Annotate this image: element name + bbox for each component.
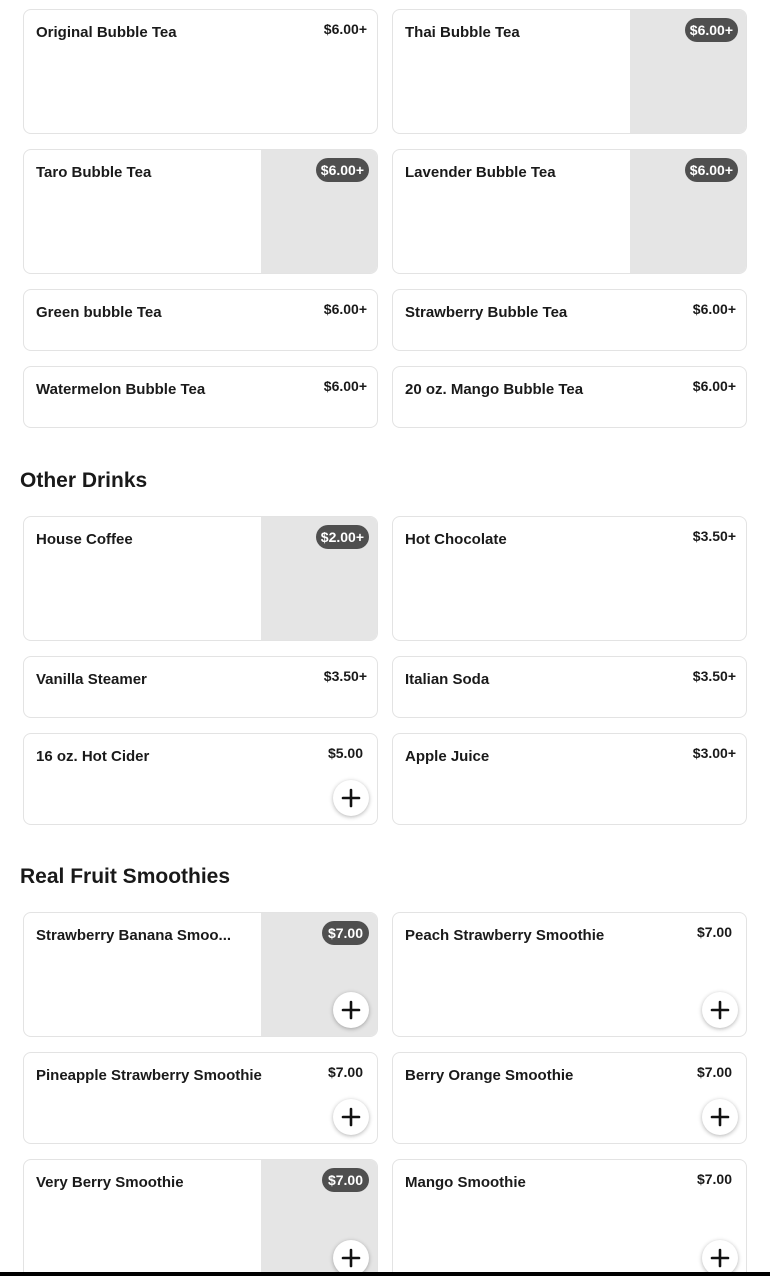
item-price: $3.00+ — [692, 745, 736, 761]
item-price: $7.00 — [322, 1168, 369, 1192]
add-to-cart-button[interactable] — [333, 1240, 369, 1276]
item-price: $2.00+ — [316, 525, 369, 549]
menu-item-card[interactable] — [392, 149, 747, 274]
item-price: $3.50+ — [323, 668, 367, 684]
item-name: 20 oz. Mango Bubble Tea — [405, 381, 584, 398]
menu-item-card[interactable] — [23, 289, 378, 351]
add-to-cart-button[interactable] — [333, 992, 369, 1028]
item-name: Strawberry Banana Smoo... — [36, 927, 232, 944]
menu-item-card[interactable] — [23, 516, 378, 641]
menu-item-card[interactable] — [392, 656, 747, 718]
menu-item-card[interactable] — [23, 149, 378, 274]
menu-item-card[interactable] — [392, 1052, 747, 1144]
item-price: $6.00+ — [685, 158, 738, 182]
menu-item-card[interactable] — [23, 9, 378, 134]
item-name: Thai Bubble Tea — [405, 24, 520, 41]
item-name: Apple Juice — [405, 748, 490, 765]
menu-item-card[interactable] — [23, 912, 378, 1037]
item-price: $7.00 — [327, 1064, 363, 1080]
item-price: $6.00+ — [323, 301, 367, 317]
item-price: $3.50+ — [692, 528, 736, 544]
item-price: $7.00 — [696, 1171, 732, 1187]
menu-item-card[interactable] — [23, 1159, 378, 1276]
item-name: Taro Bubble Tea — [36, 164, 152, 181]
item-name: House Coffee — [36, 531, 133, 548]
item-name: Peach Strawberry Smoothie — [405, 927, 605, 944]
menu-item-card[interactable] — [392, 1159, 747, 1276]
bottom-edge-bar — [0, 1272, 770, 1276]
menu-item-card[interactable] — [392, 9, 747, 134]
add-to-cart-button[interactable] — [702, 1240, 738, 1276]
item-price: $6.00+ — [323, 378, 367, 394]
add-to-cart-button[interactable] — [702, 1099, 738, 1135]
item-price: $6.00+ — [323, 21, 367, 37]
menu-item-card[interactable] — [23, 1052, 378, 1144]
item-name: Green bubble Tea — [36, 304, 162, 321]
add-to-cart-button[interactable] — [702, 992, 738, 1028]
item-price: $6.00+ — [685, 18, 738, 42]
item-price: $6.00+ — [316, 158, 369, 182]
menu-item-card[interactable] — [392, 516, 747, 641]
item-name: Italian Soda — [405, 671, 490, 688]
item-price: $3.50+ — [692, 668, 736, 684]
item-name: Hot Chocolate — [405, 531, 507, 548]
menu-item-card[interactable] — [392, 289, 747, 351]
menu-item-card[interactable] — [23, 366, 378, 428]
menu-item-card[interactable] — [392, 912, 747, 1037]
add-to-cart-button[interactable] — [333, 780, 369, 816]
item-name: 16 oz. Hot Cider — [36, 748, 150, 765]
section-title-other-drinks: Other Drinks — [20, 469, 148, 492]
item-name: Vanilla Steamer — [36, 671, 147, 688]
menu-item-card[interactable] — [392, 733, 747, 825]
plus-icon — [341, 1000, 361, 1020]
item-price: $5.00 — [327, 745, 363, 761]
plus-icon — [341, 1107, 361, 1127]
plus-icon — [341, 1248, 361, 1268]
item-name: Watermelon Bubble Tea — [36, 381, 206, 398]
item-price: $7.00 — [696, 1064, 732, 1080]
item-name: Mango Smoothie — [405, 1174, 526, 1191]
section-title-smoothies: Real Fruit Smoothies — [20, 865, 231, 888]
plus-icon — [710, 1248, 730, 1268]
menu-item-card[interactable] — [392, 366, 747, 428]
plus-icon — [341, 788, 361, 808]
item-name: Lavender Bubble Tea — [405, 164, 556, 181]
plus-icon — [710, 1107, 730, 1127]
item-name: Original Bubble Tea — [36, 24, 177, 41]
item-price: $6.00+ — [692, 301, 736, 317]
plus-icon — [710, 1000, 730, 1020]
item-name: Berry Orange Smoothie — [405, 1067, 574, 1084]
menu-item-card[interactable] — [23, 733, 378, 825]
item-name: Strawberry Bubble Tea — [405, 304, 568, 321]
item-name: Pineapple Strawberry Smoothie — [36, 1067, 262, 1084]
item-name: Very Berry Smoothie — [36, 1174, 184, 1191]
item-price: $6.00+ — [692, 378, 736, 394]
item-price: $7.00 — [322, 921, 369, 945]
menu-item-card[interactable] — [23, 656, 378, 718]
add-to-cart-button[interactable] — [333, 1099, 369, 1135]
item-price: $7.00 — [696, 924, 732, 940]
